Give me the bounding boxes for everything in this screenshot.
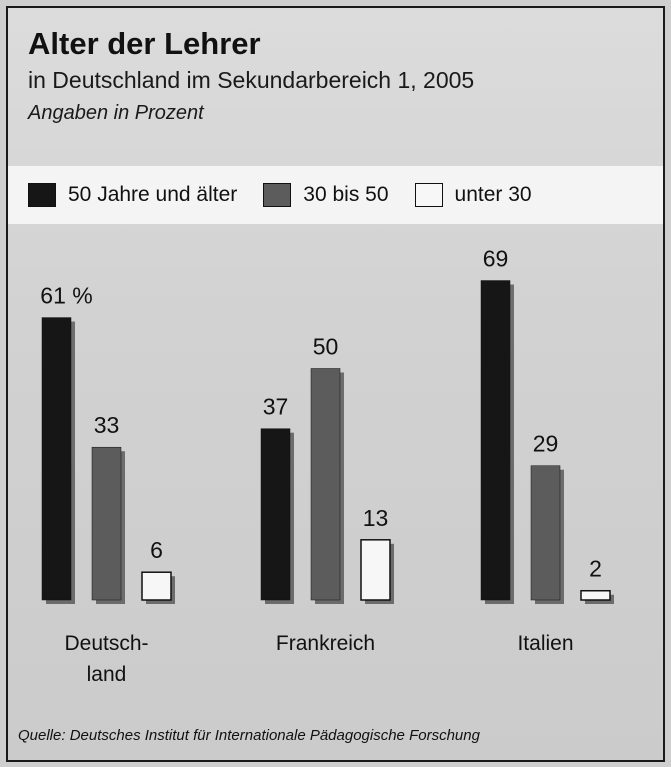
bar-series-3-cat-1 xyxy=(142,572,171,600)
legend-label-series-2: 30 bis 50 xyxy=(303,183,389,206)
bar-series-3-cat-2 xyxy=(361,540,390,600)
bar-series-2-cat-3 xyxy=(531,466,560,600)
bar-series-1-cat-2 xyxy=(261,429,290,600)
data-label: 37 xyxy=(262,393,289,420)
source-note: Quelle: Deutsches Institut für Internationale Pädagogische Forschung xyxy=(18,727,480,744)
bar-series-2-cat-1 xyxy=(92,447,121,600)
legend-label-series-1: 50 Jahre und älter xyxy=(68,183,238,206)
chart-title: Alter der Lehrer xyxy=(28,26,261,61)
data-label: 2 xyxy=(589,555,602,582)
data-label: 50 xyxy=(312,333,339,360)
category-label: land xyxy=(86,663,127,686)
data-label: 29 xyxy=(532,430,559,457)
chart-subtitle: in Deutschland im Sekundarbereich 1, 2005 xyxy=(28,67,475,93)
category-label: Frankreich xyxy=(275,632,376,655)
bar-series-1-cat-3 xyxy=(481,281,510,600)
bar-series-2-cat-2 xyxy=(311,369,340,601)
bar-series-3-cat-3 xyxy=(581,591,610,600)
data-label: 61 % xyxy=(40,282,93,309)
data-label: 6 xyxy=(150,537,163,564)
category-label: Italien xyxy=(517,632,574,655)
bar-chart xyxy=(8,8,663,760)
legend-label-series-3: unter 30 xyxy=(454,183,532,206)
data-label: 69 xyxy=(482,245,509,272)
data-label: 33 xyxy=(93,412,120,439)
chart-frame xyxy=(6,6,665,762)
unit-note: Angaben in Prozent xyxy=(28,102,204,124)
bar-series-1-cat-1 xyxy=(42,318,71,600)
category-label: Deutsch- xyxy=(64,632,149,655)
data-label: 13 xyxy=(362,504,389,531)
